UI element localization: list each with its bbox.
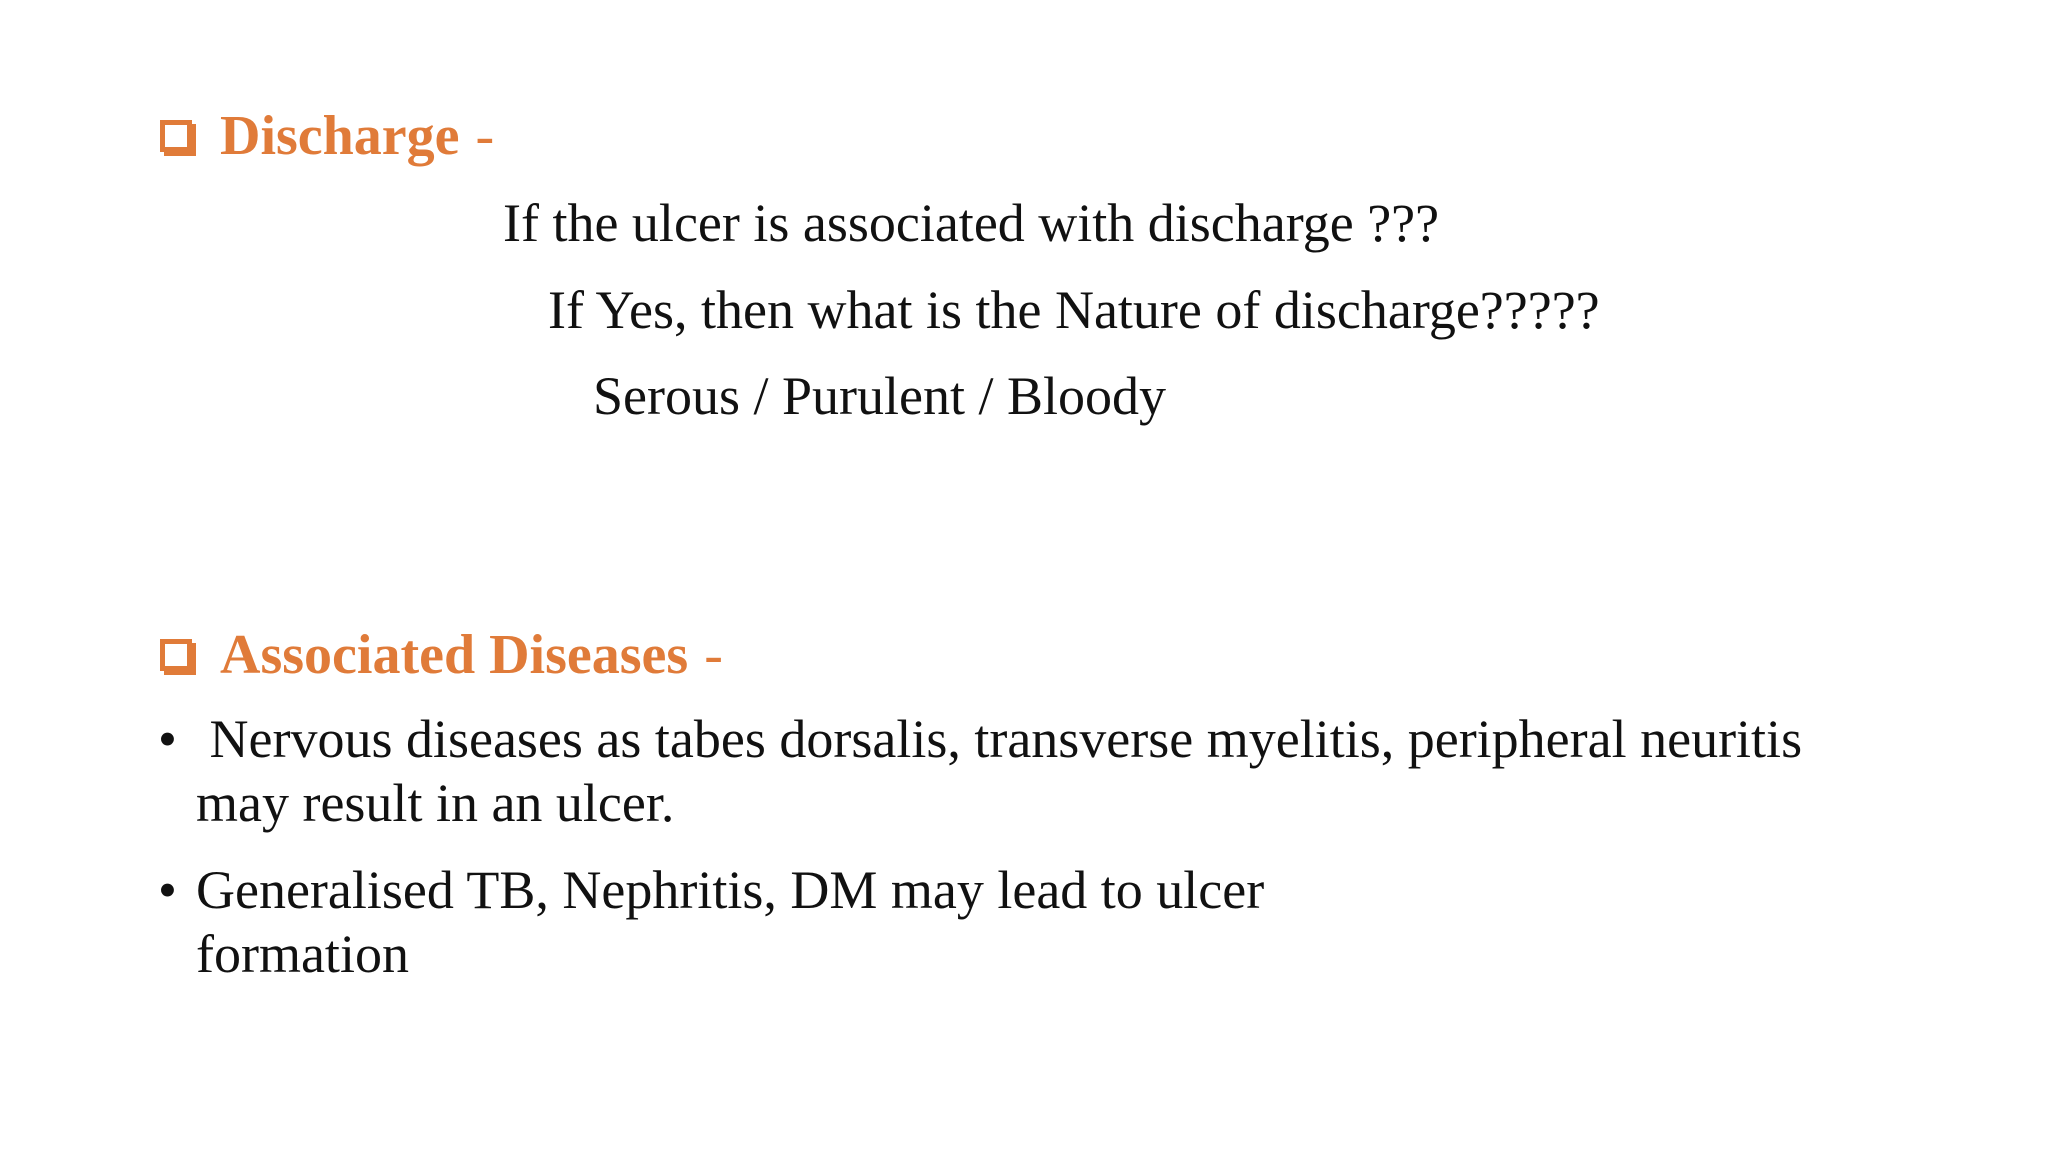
checkbox-bullet-icon bbox=[160, 639, 192, 671]
bullet-text-line: formation bbox=[196, 924, 409, 984]
bullet-text-line: may result in an ulcer. bbox=[196, 773, 675, 833]
discharge-nature-line: If Yes, then what is the Nature of discharge????? bbox=[548, 280, 1600, 340]
checkbox-bullet-icon bbox=[160, 120, 192, 152]
discharge-heading-dash: - bbox=[475, 105, 495, 167]
bullet-text-line: Generalised TB, Nephritis, DM may lead to ulcer bbox=[196, 860, 1265, 920]
discharge-heading bbox=[160, 105, 495, 167]
bullet-marker: • bbox=[158, 709, 177, 769]
bullet-text-line: Nervous diseases as tabes dorsalis, transverse myelitis, peripheral neuritis bbox=[196, 709, 1803, 769]
associated-diseases-heading bbox=[160, 624, 723, 686]
discharge-question-line: If the ulcer is associated with discharge ??? bbox=[503, 193, 1440, 253]
associated-diseases-heading-dash: - bbox=[704, 624, 723, 686]
list-item bbox=[158, 707, 1802, 835]
discharge-types-line: Serous / Purulent / Bloody bbox=[593, 366, 1167, 426]
bullet-marker: • bbox=[158, 860, 177, 920]
associated-diseases-heading-title: Associated Diseases bbox=[220, 624, 689, 686]
list-item bbox=[158, 858, 1264, 986]
discharge-heading-title: Discharge bbox=[220, 105, 460, 167]
